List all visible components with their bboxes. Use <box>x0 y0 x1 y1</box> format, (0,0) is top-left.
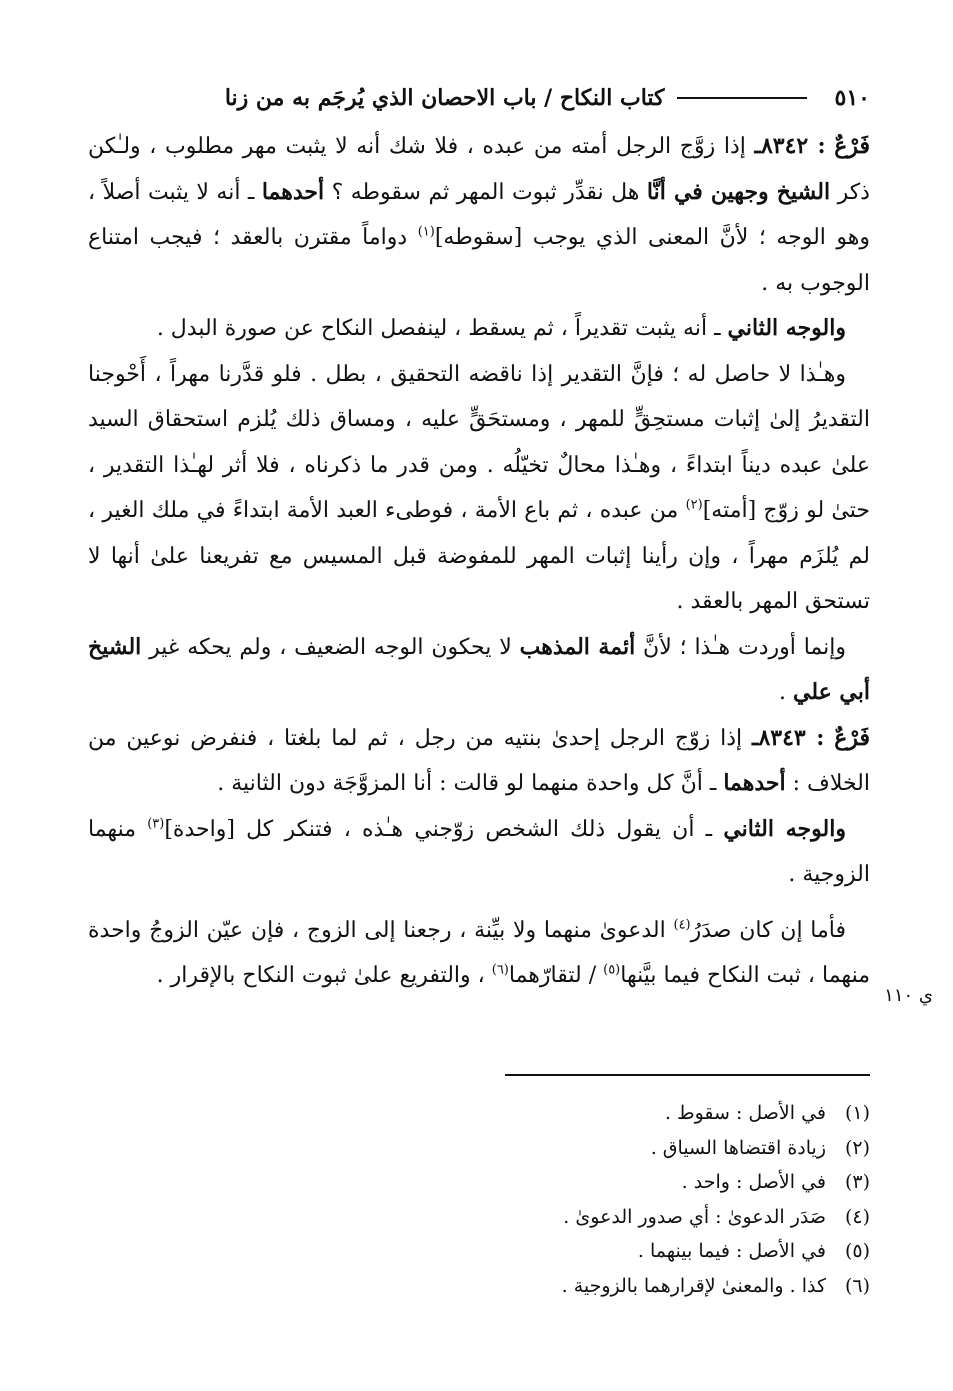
branch-label: فَرْعٌ <box>834 133 871 159</box>
text-run: لا يحكون الوجه الضعيف ، ولم يحكه غير <box>149 634 512 660</box>
bold-text: والوجه الثاني <box>727 315 846 341</box>
main-text <box>88 124 870 999</box>
text-run: ـ أنه يثبت تقديراً ، ثم يسقط ، لينفصل النكاح عن صورة البدل . <box>156 316 721 341</box>
footnote <box>400 1269 870 1304</box>
text-run: ـ أنَّ كل واحدة منهما لو قالت : أنا المزوَّجَة دون الثانية . <box>217 771 717 796</box>
bold-text: الشيخ أبي علي <box>88 633 870 705</box>
paragraph <box>88 908 870 999</box>
header-rule <box>677 97 807 99</box>
text-run: إذا زوَّج الرجل أمته من عبده ، فلا شك أنه لا يثبت مهر مطلوب ، ولـٰكن ذكر <box>88 134 870 205</box>
footnote-ref: (٦) <box>491 962 509 978</box>
issue-number: : ٨٣٤٣ـ <box>752 724 825 751</box>
text-run: / لتقارّهما <box>508 963 597 988</box>
paragraph-8343 <box>88 716 870 807</box>
footnote-number: (١) <box>844 1102 870 1124</box>
text-run: دواماً مقترن بالعقد ؛ فيجب امتناع الوجوب به . <box>88 225 870 296</box>
paragraph-8342 <box>88 124 870 306</box>
bold-text: أحدهما <box>261 178 325 205</box>
paragraph <box>88 807 870 898</box>
text-run: وإنما أوردت هـٰذا ؛ لأنَّ <box>643 634 847 660</box>
bold-text: أحدهما <box>723 770 786 796</box>
bold-text: والوجه الثاني <box>723 815 846 842</box>
footnote <box>400 1096 870 1131</box>
footnote-number: (٢) <box>844 1136 870 1159</box>
paragraph <box>88 352 870 625</box>
text-run: ـ أن يقول ذلك الشخص زوّجني هـٰذه ، فتنكر كل [واحدة] <box>164 816 713 842</box>
text-run: الدعوىٰ منهما ولا بيِّنة ، رجعنا إلى الزوج ، فإن عيّن الزوجُ واحدة منهما ، ثبت النكاح فيما بيَّنها <box>88 917 870 988</box>
footnotes <box>400 1096 870 1303</box>
footnote-ref: (٥) <box>603 962 621 978</box>
footnote <box>400 1131 870 1166</box>
running-header <box>88 78 870 118</box>
footnote-text: في الأصل : سقوط . <box>664 1102 826 1124</box>
footnote-ref: (١) <box>417 224 435 240</box>
paragraph <box>88 306 870 352</box>
margin-manuscript-ref: ي ١١٠ <box>884 985 933 1006</box>
text-run: ، والتفريع علىٰ ثبوت النكاح بالإقرار . <box>156 963 485 988</box>
text-run: وهـٰذا لا حاصل له ؛ فإنَّ التقدير إذا ناقضه التحقيق ، بطل . فلو قدَّرنا مهراً ، أَحْوجنا التقديرُ إلىٰ إثبات مستحِقٍّ للمهر ، ومستحَقٍّ عليه ، ومساق ذلك يُلزم استحقاق السيد علىٰ عبده ديناً ابتداءً ، وهـٰذا محالٌ تخيّلُه . ومن قدر ما ذكرناه ، فلا أثر لهـٰذا التقدير ، حتىٰ لو زوّج [أمته] <box>88 361 870 523</box>
text-run: ـ أنه لا يثبت أصلاً ، وهو الوجه ؛ لأنَّ المعنى الذي يوجب [سقوطه] <box>88 179 871 250</box>
footnote-text: في الأصل : فيما بينهما . <box>637 1240 826 1262</box>
footnote-ref: (٤) <box>673 917 691 933</box>
bold-text: الشيخ وجهين في أنَّا <box>646 178 831 205</box>
footnote-ref: (٢) <box>685 497 703 513</box>
footnote <box>400 1200 870 1235</box>
footnote-text: كذا . والمعنىٰ لإقرارهما بالزوجية . <box>561 1274 826 1297</box>
footnote-number: (٣) <box>844 1171 870 1193</box>
footnote-number: (٥) <box>844 1240 870 1262</box>
spacer <box>88 898 870 908</box>
bold-text: أئمة المذهب <box>519 633 636 660</box>
text-run: فأما إن كان صدَرُ <box>690 917 847 943</box>
footnote-number: (٦) <box>844 1274 870 1297</box>
footnote-ref: (٣) <box>147 816 165 832</box>
text-run: إذا زوّج الرجل إحدىٰ بنتيه من رجل ، ثم لما بلغتا ، فنفرض نوعين من الخلاف : <box>88 725 870 796</box>
text-run: من عبده ، ثم باع الأمة ، فوطىء العبد الأمة ابتداءً في ملك الغير ، لم يُلزَم مهراً ، وإن رأينا إثبات المهر للمفوضة قبل المسيس مع تفريعنا علىٰ أنها لا تستحق المهر بالعقد . <box>88 498 870 614</box>
issue-number: : ٨٣٤٢ـ <box>754 133 826 159</box>
footnote-text: زيادة اقتضاها السياق . <box>650 1136 826 1159</box>
footnote-text: صَدَر الدعوىٰ : أي صدور الدعوىٰ . <box>563 1205 826 1228</box>
footnote <box>400 1234 870 1269</box>
paragraph <box>88 625 870 716</box>
footnote-text: في الأصل : واحد . <box>681 1171 826 1193</box>
footnote <box>400 1165 870 1200</box>
footnote-separator <box>505 1074 870 1076</box>
text-run: . <box>779 680 787 705</box>
footnote-number: (٤) <box>844 1205 870 1228</box>
branch-label: فَرْعٌ <box>834 724 871 751</box>
text-run: منهما الزوجية . <box>88 816 870 887</box>
chapter-title: كتاب النكاح / باب الاحصان الذي يُرجَم به من زنا <box>224 85 665 111</box>
text-run: هل نقدِّر ثبوت المهر ثم سقوطه ؟ <box>331 179 640 205</box>
page-number: ٥١٠ <box>834 85 870 111</box>
